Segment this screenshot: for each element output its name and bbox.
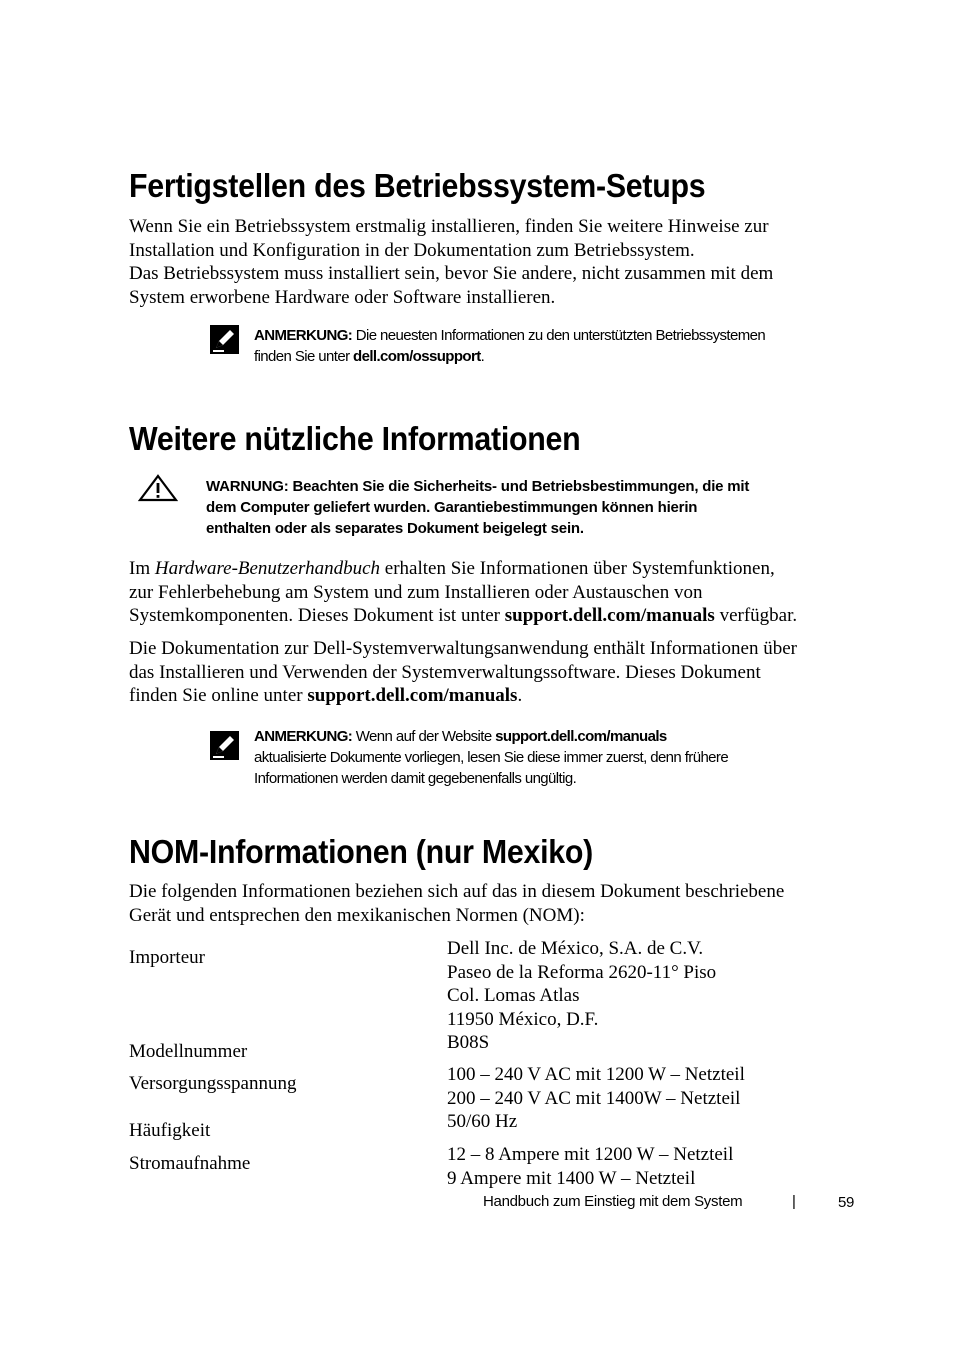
text: finden Sie online unter: [129, 685, 308, 706]
warning-icon: [138, 474, 178, 502]
text: erhalten Sie Informationen über Systemfunktionen,: [380, 558, 775, 579]
note-label: ANMERKUNG:: [254, 327, 353, 344]
value-line: 200 – 240 V AC mit 1400W – Netzteil: [447, 1087, 741, 1109]
text: Im: [129, 558, 155, 579]
nom-label-importer: Importeur: [129, 947, 205, 968]
warning-safety: [206, 476, 856, 539]
text-line: Die folgenden Informationen beziehen sich auf das in diesem Dokument beschriebene: [129, 881, 785, 902]
value-line: 50/60 Hz: [447, 1111, 518, 1132]
value-line: Dell Inc. de México, S.A. de C.V.: [447, 938, 704, 959]
nom-value-current: [447, 1143, 733, 1190]
note-text: Wenn auf der Website: [352, 728, 496, 745]
note-icon: [210, 731, 239, 760]
nom-intro: [129, 880, 869, 927]
section-title-info: Weitere nützliche Informationen: [129, 420, 581, 457]
manuals-link[interactable]: support.dell.com/manuals: [307, 685, 518, 706]
text-line: Das Betriebssystem muss installiert sein, bevor Sie andere, nicht zusammen mit dem: [129, 263, 774, 284]
text-line: System erworbene Hardware oder Software installieren.: [129, 286, 556, 308]
text-line: Gerät und entsprechen den mexikanischen Normen (NOM):: [129, 904, 585, 926]
section-title-nom: NOM-Informationen (nur Mexiko): [129, 833, 593, 870]
text-line: zur Fehlerbehebung am System und zum Installieren oder Austauschen von: [129, 581, 703, 603]
os-support-link[interactable]: dell.com/ossupport: [353, 348, 481, 365]
value-line: B08S: [447, 1032, 490, 1053]
text: .: [517, 685, 523, 706]
note-text: aktualisierte Dokumente vorliegen, lesen Sie diese immer zuerst, denn frühere: [254, 749, 729, 766]
text-line: das Installieren und Verwenden der Systemverwaltungssoftware. Dieses Dokument: [129, 661, 761, 683]
warning-line: dem Computer geliefert wurden. Garantiebestimmungen können hierin: [206, 499, 698, 516]
warning-line: enthalten oder als separates Dokument beigelegt sein.: [206, 520, 584, 537]
manuals-link[interactable]: support.dell.com/manuals: [495, 728, 667, 745]
footer-title: Handbuch zum Einstieg mit dem System: [483, 1193, 743, 1210]
text: verfügbar.: [714, 605, 798, 626]
note-text: Die neuesten Informationen zu den unterstützten Betriebssystemen: [352, 327, 766, 344]
nom-label-model: Modellnummer: [129, 1041, 248, 1062]
value-line: 100 – 240 V AC mit 1200 W – Netzteil: [447, 1064, 745, 1085]
value-line: 12 – 8 Ampere mit 1200 W – Netzteil: [447, 1144, 734, 1165]
nom-label-current: Stromaufnahme: [129, 1153, 251, 1174]
note-label: ANMERKUNG:: [254, 728, 353, 745]
footer-separator: |: [792, 1193, 796, 1210]
info-paragraph-2: [129, 637, 869, 708]
warning-line: WARNUNG: Beachten Sie die Sicherheits- und Betriebsbestimmungen, die mit: [206, 478, 750, 495]
manual-title: Hardware-Benutzerhandbuch: [154, 558, 381, 579]
text: Systemkomponenten. Dieses Dokument ist unter: [129, 605, 505, 626]
value-line: 11950 México, D.F.: [447, 1008, 599, 1030]
text-line: Die Dokumentation zur Dell-Systemverwaltungsanwendung enthält Informationen über: [129, 638, 797, 659]
nom-value-importer: [447, 937, 716, 1055]
note-text: finden Sie unter: [254, 348, 354, 365]
value-line: Col. Lomas Atlas: [447, 985, 580, 1006]
note-icon: [210, 325, 239, 354]
nom-value-voltage: [447, 1063, 745, 1134]
nom-label-voltage: Versorgungsspannung: [129, 1073, 297, 1094]
value-line: 9 Ampere mit 1400 W – Netzteil: [447, 1167, 696, 1189]
note-text: .: [480, 348, 485, 365]
text-line: Installation und Konfiguration in der Dokumentation zum Betriebssystem.: [129, 239, 695, 261]
note-updated-docs: [254, 726, 874, 789]
note-os-support: [254, 325, 874, 367]
value-line: Paseo de la Reforma 2620-11° Piso: [447, 961, 717, 983]
note-text: Informationen werden damit gegebenenfalls ungültig.: [254, 770, 577, 787]
section-title-setup: Fertigstellen des Betriebssystem-Setups: [129, 167, 706, 204]
info-paragraph-1: [129, 557, 869, 628]
setup-paragraph-1: [129, 215, 869, 309]
manuals-link[interactable]: support.dell.com/manuals: [504, 605, 715, 626]
nom-label-frequency: Häufigkeit: [129, 1120, 211, 1141]
text-line: Wenn Sie ein Betriebssystem erstmalig installieren, finden Sie weitere Hinweise zur: [129, 216, 769, 237]
page-number: 59: [838, 1194, 855, 1211]
